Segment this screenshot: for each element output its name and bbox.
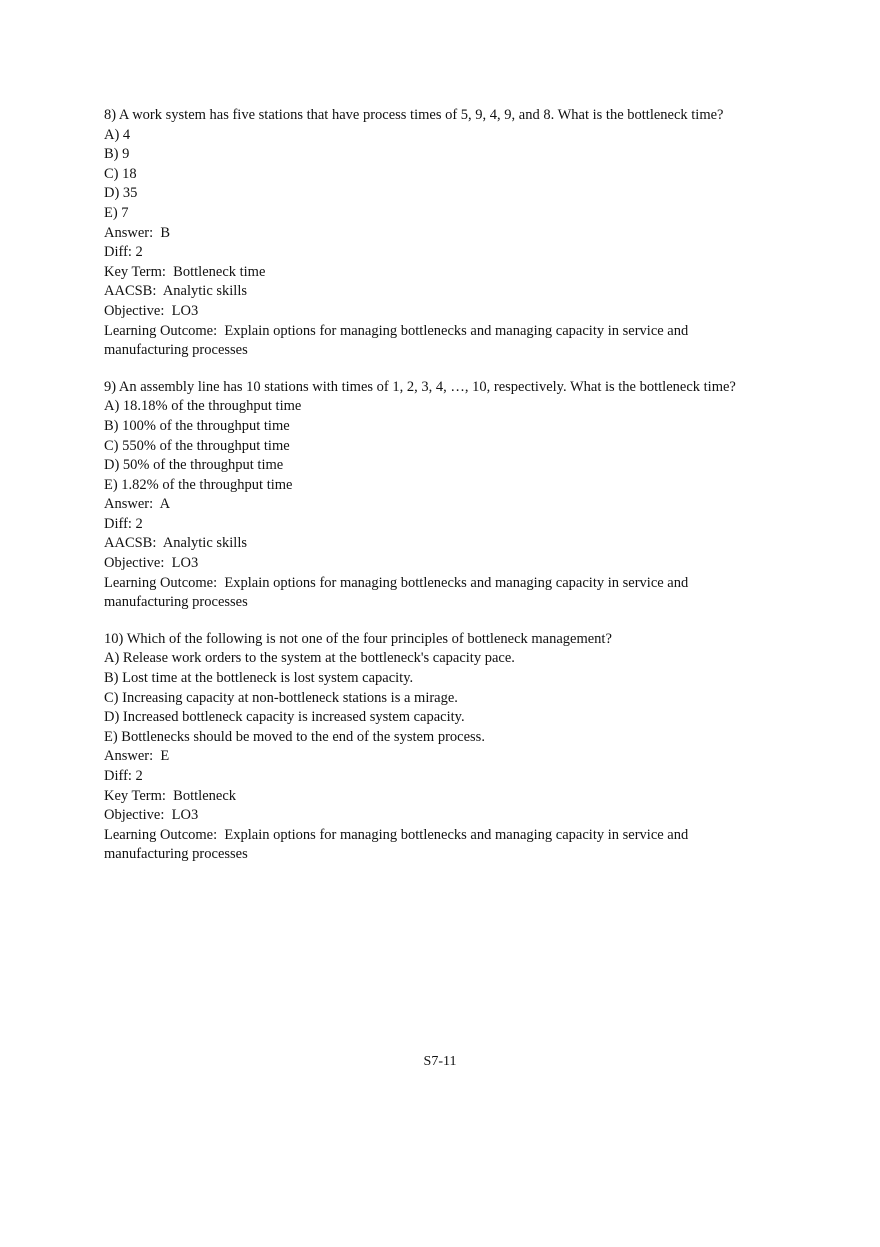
key-term: Key Term: Bottleneck (104, 787, 237, 804)
option-a: A) Release work orders to the system at the bottleneck's capacity pace. (104, 650, 515, 667)
option-b: B) 9 (104, 146, 130, 163)
question-9 (104, 378, 764, 613)
question-stem: 8) A work system has five stations that have process times of 5, 9, 4, 9, and 8. What is the bottleneck time? (104, 107, 724, 123)
option-d: D) Increased bottleneck capacity is increased system capacity. (104, 709, 465, 726)
option-b: B) Lost time at the bottleneck is lost system capacity. (104, 670, 414, 687)
answer: Answer: E (104, 748, 170, 765)
answer: Answer: A (104, 496, 171, 513)
option-c: C) 18 (104, 165, 137, 182)
answer: Answer: B (104, 224, 171, 241)
aacsb: AACSB: Analytic skills (104, 535, 248, 552)
option-c: C) 550% of the throughput time (104, 437, 290, 454)
option-b: B) 100% of the throughput time (104, 417, 290, 434)
learning-outcome: Learning Outcome: Explain options for managing bottlenecks and managing capacity in service and manufacturing processes (104, 826, 692, 863)
aacsb: AACSB: Analytic skills (104, 283, 248, 300)
question-8 (104, 106, 764, 361)
learning-outcome: Learning Outcome: Explain options for managing bottlenecks and managing capacity in service and manufacturing processes (104, 322, 692, 359)
objective: Objective: LO3 (104, 555, 199, 572)
difficulty: Diff: 2 (104, 244, 143, 261)
option-d: D) 35 (104, 185, 138, 202)
objective: Objective: LO3 (104, 302, 199, 319)
option-a: A) 18.18% of the throughput time (104, 398, 302, 415)
objective: Objective: LO3 (104, 807, 199, 824)
option-a: A) 4 (104, 126, 131, 143)
key-term: Key Term: Bottleneck time (104, 263, 266, 280)
document-body (104, 106, 764, 882)
learning-outcome: Learning Outcome: Explain options for managing bottlenecks and managing capacity in service and manufacturing processes (104, 574, 692, 611)
difficulty: Diff: 2 (104, 515, 143, 532)
option-c: C) Increasing capacity at non-bottleneck stations is a mirage. (104, 689, 458, 706)
difficulty: Diff: 2 (104, 768, 143, 784)
option-e: E) 1.82% of the throughput time (104, 476, 293, 493)
page-number: S7-11 (423, 1054, 457, 1069)
question-stem: 10) Which of the following is not one of the four principles of bottleneck management? (104, 630, 612, 647)
question-stem: 9) An assembly line has 10 stations with times of 1, 2, 3, 4, …, 10, respectively. What is the bottleneck time? (104, 378, 736, 395)
option-e: E) 7 (104, 204, 129, 221)
option-e: E) Bottlenecks should be moved to the end of the system process. (104, 728, 485, 745)
option-d: D) 50% of the throughput time (104, 457, 284, 474)
question-10 (104, 630, 764, 865)
